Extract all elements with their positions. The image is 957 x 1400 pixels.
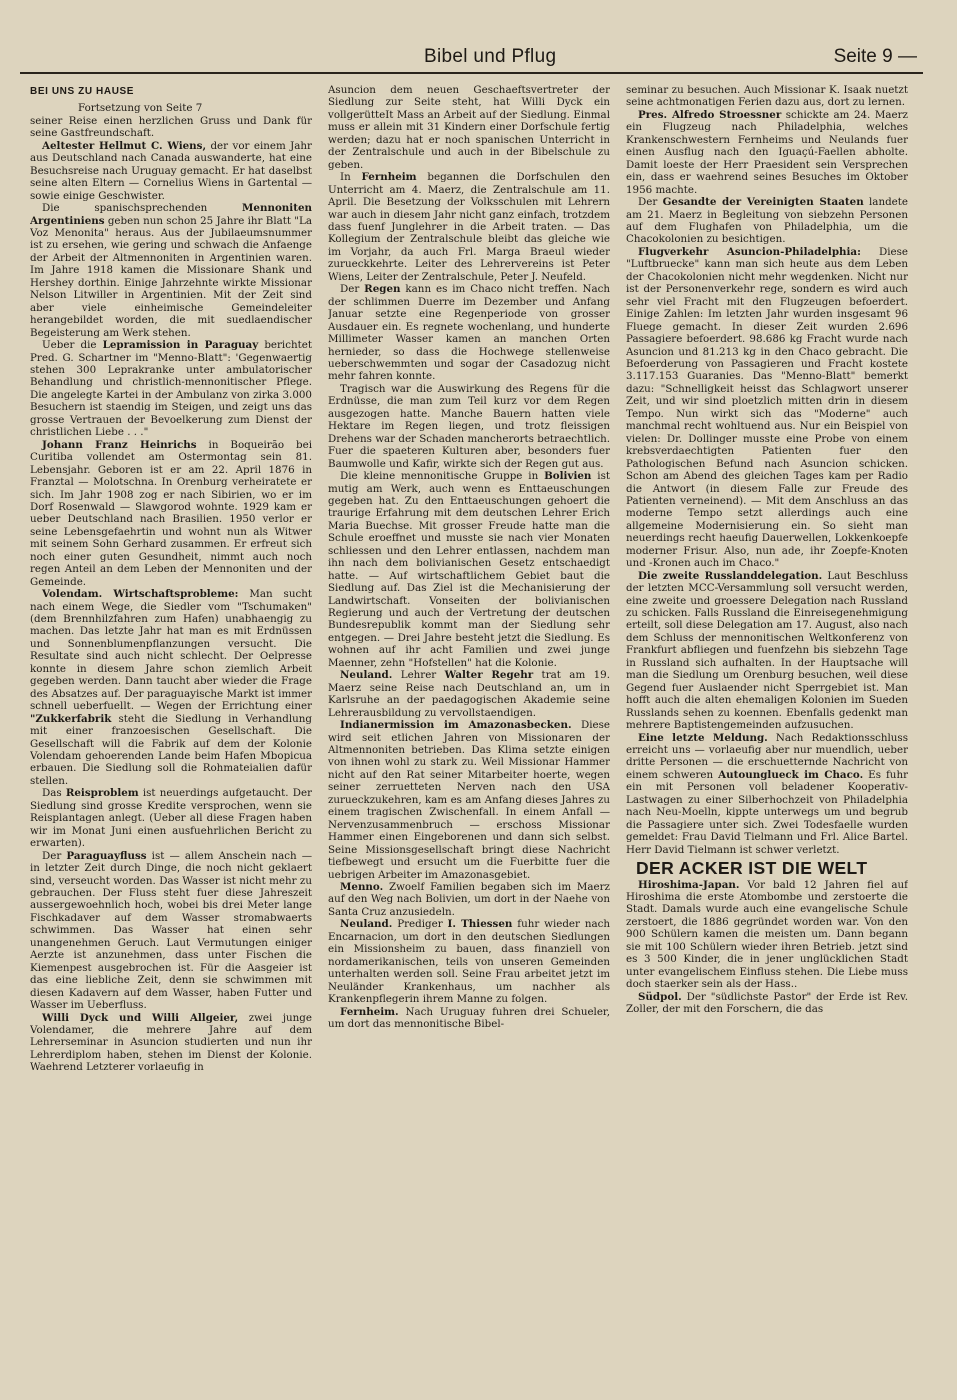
paragraph — [328, 283, 610, 383]
paragraph-text: steht die Siedlung in Verhandlung mit einer franzoesischen Gesellschaft. Die Gesellschaft will die Fabrik auf dem der Kolonie Volendam gehoerenden Lande beim Hafen Mbopicua erbauen. Die Siedlung soll die Rohmateialien dafür stellen. — [30, 712, 312, 787]
paragraph-text: Die spanischsprechenden — [42, 202, 243, 215]
paragraph — [30, 787, 312, 849]
paragraph-text: Nach Uruguay fuhren drei Schueler, um dort das mennonitische Bibel- — [328, 1005, 610, 1030]
paragraph: Asuncion dem neuen Geschaeftsvertreter der Siedlung zur Seite steht, hat Willi Dyck ein vollgerütteIt Mass an Arbeit auf der Siedlung. Einmal muss er allein mit 31 Kindern einer Dorfschule fertig werden; dazu hat er noch spanischen Unterricht in der Zentralschule und auch in der Bibelschule zu geben. — [328, 84, 610, 171]
paragraph-text: fuhr wieder nach Encarnacion, um dort in den deutschen Siedlungen ein Missionsheim zu bauen, dass finanziell von nordamerikanischen, teils von unseren Gemeinden unterhalten werden soll. Seine Frau arbeitet jetzt im Neuländer Krankenhaus, um nachher als Krankenpflegerin ihrem Manne zu folgen. — [328, 918, 610, 1006]
paragraph-text: in Boqueirão bei Curitiba vollendet am Ostermontag sein 81. Lebensjahr. Geboren ist er am 22. April 1876 in Franztal — Molotschna. In Orenburg verheiratete er sich. Im Jahr 1908 zog er nach Sibirien, wo er im Dorf Rosenwald — Slawgorod wohnte. 1929 kam er ueber Deutschland nach Brasilien. 1950 verlor er seine Lebensgefaehrtin und wohnt nun als Witwer mit seinem Sohn Gerhard zusammen. Er erfreut sich noch einer guten Gesundheit, nimmt auch noch regen Anteil an dem Leben der Mennoniten und der Gemeinde. — [30, 438, 312, 588]
paragraph — [30, 140, 312, 202]
paragraph — [626, 570, 908, 732]
paragraph-text: Der — [340, 283, 365, 296]
paragraph — [328, 470, 610, 669]
paragraph-text: Der — [638, 196, 663, 209]
paragraph-text: Prediger — [392, 918, 448, 931]
paragraph-text: Nach Redaktionsschluss erreicht uns — vorlaeufig aber nur muendlich, ueber dritte Personen — die erschuetternde Nachricht von einem schweren — [626, 731, 908, 781]
lead-in: Walter Regehr — [444, 669, 534, 682]
column-2 — [328, 84, 610, 1384]
lead-in: Hiroshima-Japan. — [638, 878, 740, 891]
paragraph-text: Das — [42, 787, 66, 800]
continuation-note: Fortsetzung von Seite 7 — [78, 102, 203, 115]
lead-in: I. Thiessen — [447, 918, 513, 931]
lead-in: Indianermission im Amazonasbecken. — [340, 719, 572, 732]
lead-in: Lepramission in Paraguay — [102, 339, 259, 352]
lead-in: Aeltester Hellmut C. Wiens, — [42, 139, 207, 152]
paragraph-text: kann es im Chaco nicht treffen. Nach der schlimmen Duerre im Dezember und Anfang Januar setzte eine Regenperiode von grosser Ausdauer ein. Es regnete wochenlang, und hunderte Millimeter Wasser kamen an manchen Orten hernieder, so dass die Hochwege stellenweise ueberschwemmten und sogar der Casadozug nicht mehr fahren konnte. — [328, 283, 610, 383]
paragraph — [626, 109, 908, 196]
paragraph — [30, 850, 312, 1012]
paragraph-text: Vor bald 12 Jahren fiel auf Hiroshima die erste Atombombe und zerstoerte die Stadt. Damals wurde auch eine evangelische Schule zerstoert, die 1886 gegründet worden war. Von den 900 Schülern kamen die meisten um. Dann begann sie mit 100 Schülern wieder ihren Betrieb. jetzt sind es 3 500 Kinder, die in jener unglücklichen Stadt unter evangelischem Einfluss stehen. Die Liebe muss doch staerker sein als der Hass.. — [626, 878, 908, 991]
paragraph-text: ist neuerdings aufgetaucht. Der Siedlung sind grosse Kredite versprochen, wenn sie Reisplantagen anlegt. (Ueber all diese Fragen haben wir im Monat Juni einen ausfuehrlichen Bericht zu erwarten). — [30, 787, 312, 850]
paragraph — [328, 918, 610, 1005]
paragraph-text: geben nun schon 25 Jahre ihr Blatt "La Voz Menonita" heraus. Aus der Jubilaeumsnummer ist zu ersehen, wie gering und schwach die Anfaenge der Arbeit der Altmennoniten in Argentinien waren. Im Jahre 1918 kamen die Missionare Shank und Hershey dorthin. Einige Jahrzehnte wirkte Missionar Nelson Litwiller in Argentinien. Mit der Zeit sind aber viele einheimische Gemeindeleiter herangebildet worden, die mit suedlaendischer Begeisterung am Werk stehen. — [30, 214, 312, 339]
paragraph-text: Es fuhr ein mit Personen voll beladener Kooperativ-Lastwagen zu einer Silberhochzeit von Philadelphia nach Neu-Moelln, kippte unterwegs um und begrub die Passagiere unter sich. Zwei Todesfaelle wurden gemeldet: Frau David Tielmann und Frl. Alice Bartel. Herr David Tielmann ist schwer verletzt. — [626, 768, 908, 856]
paragraph-text: Lehrer — [392, 669, 445, 682]
masthead — [26, 44, 917, 70]
paragraph-text: begannen die Dorfschulen den Unterricht am 4. Maerz, die Zentralschule am 11. April. Die Besetzung der Volksschulen mit Lehrern war auch in diesem Jahr nicht ganz einfach, trotzdem dass fuenf Junglehrer in die Arbeit traten. — Das Kollegium der Zentralschule bleibt das gleiche wie im Vorjahr, da auch Frl. Marga Braeul wieder zurueckkehrte. Leiter des Lehrervereins ist Peter Wiens, Leiter der Zentralschule, Peter J. Neufeld. — [328, 171, 610, 283]
lead-in: Volendam. Wirtschaftsprobleme: — [42, 588, 239, 601]
paragraph — [30, 588, 312, 787]
paragraph-text: zwei junge Volendamer, die mehrere Jahre auf dem Lehrerseminar in Asuncion studierten und nun ihr Lehrerdiplom haben, stehen im Dienst der Kolonie. Waehrend Letzterer vorlaeufig in — [30, 1011, 312, 1074]
paragraph — [626, 879, 908, 991]
paragraph-text: trat am 19. Maerz seine Reise nach Deutschland an, um in Karlsruhe an der paedagogischen Akademie seine Lehrerausbildung zu vervollstaendigen. — [328, 669, 610, 719]
lead-in: Die zweite Russlanddelegation. — [638, 569, 823, 582]
paragraph-text: berichtet Pred. G. Schartner im "Menno-Blatt": 'Gegenwaertig stehen 300 Leprakranke unter ambulatorischer Behandlung und christlich-mennonitischer Pflege. Die angelegte Kartei in der Ambulanz von zirka 3.000 Besuchern ist staendig im Steigen, und zeigt uns das grosse Vertrauen der Bevoelkerung zum Dienst der christlichen Liebe . . ." — [30, 339, 312, 439]
lead-in: Regen — [364, 283, 401, 296]
paragraph-text: ist — allem Anschein nach — in letzter Zeit durch Dinge, die noch nicht geklaert sind, verseucht worden. Das Wasser ist nicht mehr zu gebrauchen. Der Fluss steht fuer diese Jahreszeit aussergewoehnlich hoch, wobei bis drei Meter lange Fischkadaver auf dem Wasser stromabwaerts schwimmen. Das Wasser hat einen sehr unangenehmen Geruch. Laut Vermutungen einiger Aerzte ist anzunehmen, dass unter Fischen die Kiemenpest ausgebrochen ist. Für die Aasgeier ist das eine liebliche Zeit, denn sie schwimmen mit diesen Kadavern auf dem Wasser, haben Futter und Wasser im Ueberfluss. — [30, 849, 312, 1012]
article-columns — [30, 84, 920, 1384]
paragraph: seminar zu besuchen. Auch Missionar K. Isaak nuetzt seine achtmonatigen Ferien dazu aus, dort zu lernen. — [626, 84, 908, 109]
paragraph-text: Laut Beschluss der letzten MCC-Versammlung soll versucht werden, eine zweite und groessere Delegation nach Russland zu schicken. Falls Russland die Einreisegenehmigung erteilt, soll diese Delegation am 17. August, also nach dem Schluss der mennonitischen Weltkonferenz von Frankfurt abfliegen und fuenfzehn bis siebzehn Tage in Russland sich aufhalten. In der Hauptsache will man die Siedlung um Orenburg besuchen, weil diese Gegend fuer Auslaender nicht Sperrgebiet ist. Man hofft auch die alten ehemaligen Kolonien im Sueden Russlands sehen zu koennen. Ebenfalls gedenkt man mehrere Baptistengemeinden aufzusuchen. — [626, 569, 908, 732]
paragraph-text: Die kleine mennonitische Gruppe in — [340, 470, 545, 483]
lead-in: Gesandte der Vereinigten Staaten — [662, 196, 864, 209]
lead-in: Reisproblem — [65, 787, 139, 800]
column-1 — [30, 84, 312, 1384]
paragraph: seiner Reise einen herzlichen Gruss und Dank für seine Gastfreundschaft. — [30, 114, 312, 140]
lead-in: Neuland. — [340, 918, 393, 931]
paragraph — [626, 246, 908, 570]
lead-in: Paraguayfluss — [66, 849, 147, 862]
lead-in: "Zukkerfabrik — [30, 712, 112, 725]
lead-in: Flugverkehr Asuncion-Philadelphia: — [638, 245, 861, 258]
lead-in: Willi Dyck und Willi Allgeier, — [42, 1011, 239, 1024]
paragraph-text: Diese "Luftbruecke" kann man sich heute aus dem Leben der Chacokolonien nicht mehr wegdenken. Nicht nur ist der Personenverkehr rege, sondern es wird auch sehr viel Fracht mit den Flugzeugen befoerdert. Einige Zahlen: Im letzten Jahr wurden insgesamt 96 Fluege gemacht. In dieser Zeit wurden 2.696 Passagiere befoerdert. 98.686 kg Fracht wurde nach Asuncion und 81.213 kg in den Chaco gebracht. Die Befoerderung von Passagieren und Fracht kostete 3.117.153 Guaranies. Das "Menno-Blatt" bemerkt dazu: "Schnelligkeit heisst das Schlagwort unserer Zeit, und wir sind ploetzlich mitten drin in diesem Tempo. Nun wirkt sich das "Moderne" auch manchmal recht wohltuend aus. Nur ein Beispiel von vielen: Dr. Dollinger musste eine Probe von einem krebsverdaechtigten Patienten fuer den Pathologischen Befund nach Asuncion schicken. Schon am Abend des gleichen Tages kam per Radio die Antwort (in diesem Falle zur Freude des Patienten verneinend). — Mit dem Anschluss an das moderne Tempo setzt allerdings auch eine allgemeine Modernisierung ein. So sieht man neuerdings recht haeufig Dauerwellen, Lokkenkoepfe moderner Frisur. Also, nun ade, ihr Zoepfe-Knoten und -Kronen auch im Chaco." — [626, 245, 908, 570]
lead-in: Fernheim — [361, 171, 417, 184]
paragraph — [30, 1012, 312, 1074]
paragraph-text: landete am 21. Maerz in Begleitung von siebzehn Personen auf dem Flughafen von Philadelphia, um die Chacokolonien zu besichtigen. — [626, 196, 908, 246]
paragraph-text: Der "südlichste Pastor" der Erde ist Rev. Zoller, der mit den Forschern, die das — [626, 990, 908, 1016]
paragraph — [328, 719, 610, 881]
paragraph-text: der vor einem Jahr aus Deutschland nach Canada auswanderte, hat eine Besuchsreise nach Uruguay gemacht. Er hat daselbst seine alten Eltern — Cornelius Wiens in Gartental — sowie einige Geschwister. — [30, 139, 312, 202]
page-number: Seite 9 — — [833, 46, 917, 67]
paragraph — [30, 439, 312, 588]
paragraph — [328, 669, 610, 719]
paragraph — [328, 881, 610, 918]
lead-in: Pres. Alfredo Stroessner — [638, 108, 782, 121]
paragraph — [328, 171, 610, 283]
paragraph: Tragisch war die Auswirkung des Regens für die Erdnüsse, die man zum Teil kurz vor dem Regen ausgezogen hatte. Manche Bauern hatten viele Hektare im Regen liegen, und trotz fleissigen Drehens war der Schaden mancherorts betraechtlich. Fuer die spaeteren Kulturen aber, besonders fuer Baumwolle und Kafir, wirkte sich der Regen gut aus. — [328, 382, 610, 470]
paragraph — [30, 339, 312, 439]
lead-in: Mennoniten Argentiniens — [30, 202, 312, 227]
paragraph — [626, 196, 908, 246]
paragraph — [626, 732, 908, 857]
paragraph-text: Ueber die — [42, 339, 103, 352]
lead-in: Eine letzte Meldung. — [638, 731, 768, 744]
lead-in: Johann Franz Heinrichs — [42, 438, 197, 451]
section-heading: DER ACKER IST DIE WELT — [636, 858, 868, 879]
section-heading: BEI UNS ZU HAUSE — [30, 86, 135, 97]
paragraph-text: schickte am 24. Maerz ein Flugzeug nach Philadelphia, welches Krankenschwestern Fernheims und Neulands fuer einen Ausflug nach den Iguaçú-Faellen abholte. Damit loeste der Herr Praesident sein Versprechen ein, dass er waehrend seines Besuches im Oktober 1956 machte. — [626, 108, 908, 196]
paragraph-text: ist mutig am Werk, auch wenn es Enttaeuschungen gegeben hat. Zu den Enttaeuschungen gehoert die traurige Erfahrung mit dem deutschen Lehrer Erich Maria Buechse. Mit grosser Freude hatte man die Schule eroeffnet und musste sie nach vier Monaten schliessen und den Lehrer entlassen, nachdem man ihn nach dem bolivianischen Gesetz entschaedigt hatte. — Auf wirtschaftlichem Gebiet baut die Siedlung auf. Das Ziel ist die Mechanisierung der Landwirtschaft. Vonseiten der bolivianischen Regierung und auch der Vertretung der deutschen Bundesrepublik kommt man der Siedlung sehr entgegen. — Drei Jahre besteht jetzt die Siedlung. Es wohnen auf ihr acht Familien und zwei junge Maenner, zehn "Hofstellen" hat die Kolonie. — [328, 470, 610, 669]
paragraph — [626, 991, 908, 1016]
publication-title: Bibel und Pflug — [424, 46, 557, 67]
lead-in: Neuland. — [340, 669, 393, 682]
lead-in: Fernheim. — [340, 1005, 399, 1018]
paragraph-text: Diese wird seit etlichen Jahren von Missionaren der Altmennoniten betrieben. Das Klima setzte einigen von ihnen wohl zu stark zu. Weil Missionar Hammer nicht auf den Rat seiner Mitarbeiter hoerte, wegen seiner zerruetteten Nerven nach den USA zurueckzukehren, kam es am Anfang dieses Jahres zu einem tragischen Zwischenfall. In einem Anfall — Nervenzusammenbruch — erschoss Missionar Hammer einen Eingeborenen und dann sich selbst. Seine Missionsgesellschaft bringt diese Nachricht tiefbewegt und ersucht um die Fuerbitte fuer die uebrigen Arbeiter im Amazonasgebiet. — [328, 719, 610, 881]
paragraph — [328, 1006, 610, 1031]
paragraph — [30, 202, 312, 339]
paragraph-text: In — [340, 171, 362, 184]
paragraph-text: Der — [42, 849, 67, 862]
lead-in: Südpol. — [638, 990, 682, 1003]
lead-in: Menno. — [340, 881, 384, 893]
column-3 — [626, 84, 908, 1384]
paragraph-text: Man sucht nach einem Wege, die Siedler vom "Tschumaken" (dem Brennhilzfahren zum Hafen) unabhaengig zu machen. Das letzte Jahr hat man es mit Erdnüssen und Sonnenblumenpflanzungen versucht. Die Resultate sind auch nicht schlecht. Der Oelpresse konnte in diesem Jahre schon ziemlich Arbeit gegeben werden. Dann taucht aber wieder die Frage des Absatzes auf. Der paraguayische Markt ist immer schnell ueberfuellt. — Wegen der Errichtung einer — [30, 588, 312, 713]
lead-in: Bolivien — [544, 470, 592, 483]
header-rule — [20, 72, 923, 74]
lead-in: Autounglueck im Chaco. — [718, 768, 864, 781]
paragraph-text: Zwoelf Familien begaben sich im Maerz auf den Weg nach Bolivien, um dort in der Naehe von Santa Cruz anzusiedeln. — [328, 881, 610, 918]
